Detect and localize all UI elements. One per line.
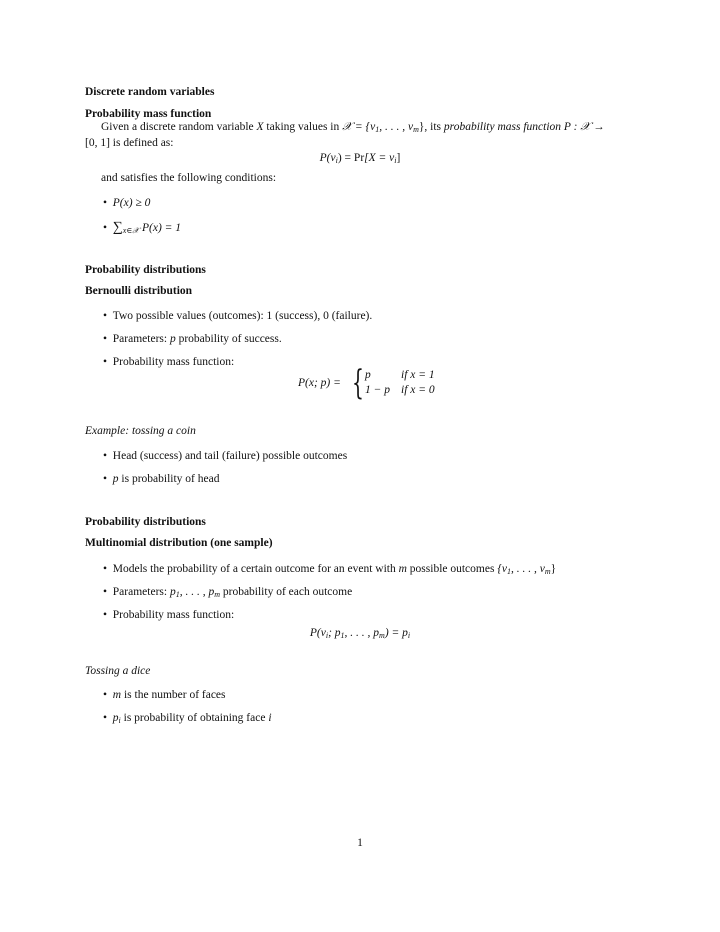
left-brace: {	[352, 363, 364, 403]
bullet-glyph: •	[103, 310, 108, 322]
coin-bullet-outcomes: • Head (success) and tail (failure) possible outcomes	[103, 450, 348, 462]
bernoulli-case1-value: p	[365, 369, 371, 381]
bernoulli-case2-value: 1 − p	[365, 384, 391, 396]
bernoulli-bullet-values: • Two possible values (outcomes): 1 (success), 0 (failure).	[103, 310, 373, 322]
example-dice-title: Tossing a dice	[85, 665, 151, 677]
bernoulli-case1-condition: if x = 1	[401, 369, 435, 381]
multinomial-bullet-pmf: • Probability mass function:	[103, 609, 235, 621]
bullet-glyph: •	[103, 473, 108, 485]
example-coin-title: Example: tossing a coin	[85, 425, 196, 437]
bullet-glyph: •	[103, 689, 108, 701]
bullet-glyph: •	[103, 586, 108, 598]
conditions-intro: and satisfies the following conditions:	[101, 172, 277, 184]
bernoulli-case2-condition: if x = 0	[401, 384, 435, 396]
bullet-glyph: •	[103, 197, 108, 209]
coin-bullet-probability: • p is probability of head	[103, 473, 220, 485]
pmf-intro-line2: [0, 1] is defined as:	[85, 137, 174, 149]
section-title-discrete-random-variables: Discrete random variables	[85, 86, 215, 98]
bernoulli-bullet-pmf: • Probability mass function:	[103, 356, 235, 368]
multinomial-bullet-parameters: • Parameters: $p_1$, . . . , $p_m$ probability of each outcome	[103, 586, 353, 599]
bullet-glyph: •	[103, 563, 108, 575]
bullet-glyph: •	[103, 333, 108, 345]
subsection-title-multinomial: Multinomial distribution (one sample)	[85, 537, 273, 549]
bernoulli-pmf-lhs: P(x; p) =	[298, 377, 341, 389]
subsection-title-bernoulli: Bernoulli distribution	[85, 285, 193, 297]
condition-nonnegative: • P(x) ≥ 0	[103, 197, 151, 209]
subsection-title-pmf: Probability mass function	[85, 108, 212, 120]
multinomial-bullet-models: • Models the probability of a certain outcome for an event with m possible outcomes {$v_1$, . . . , $v_m$}	[103, 563, 557, 576]
section-title-probability-distributions: Probability distributions	[85, 264, 206, 276]
dice-bullet-probability: • $p_i$ is probability of obtaining face i	[103, 712, 272, 725]
bullet-glyph: •	[103, 356, 108, 368]
dice-bullet-faces: • m is the number of faces	[103, 689, 226, 701]
pmf-equation: $P(v_i) = Pr[X = v_i]$	[319, 152, 401, 165]
pmf-intro-line1: Given a discrete random variable X taking values in 𝒳 = {$v_1$, . . . , $v_m$}, its probability mass function P : 𝒳 →	[101, 121, 605, 134]
bullet-glyph: •	[103, 450, 108, 462]
section-title-probability-distributions-2: Probability distributions	[85, 516, 206, 528]
page-number: 1	[357, 837, 363, 849]
bullet-glyph: •	[103, 609, 108, 621]
bullet-glyph: •	[103, 712, 108, 724]
multinomial-pmf-equation: $P(v_i$; $p_1$, . . . , $p_m) = p_i$	[309, 627, 411, 640]
bullet-glyph: •	[103, 222, 108, 234]
condition-sum-to-one: • $\sum_{x\in 𝒳}$ P(x) = 1	[103, 220, 182, 235]
bernoulli-bullet-parameters: • Parameters: p probability of success.	[103, 333, 282, 345]
